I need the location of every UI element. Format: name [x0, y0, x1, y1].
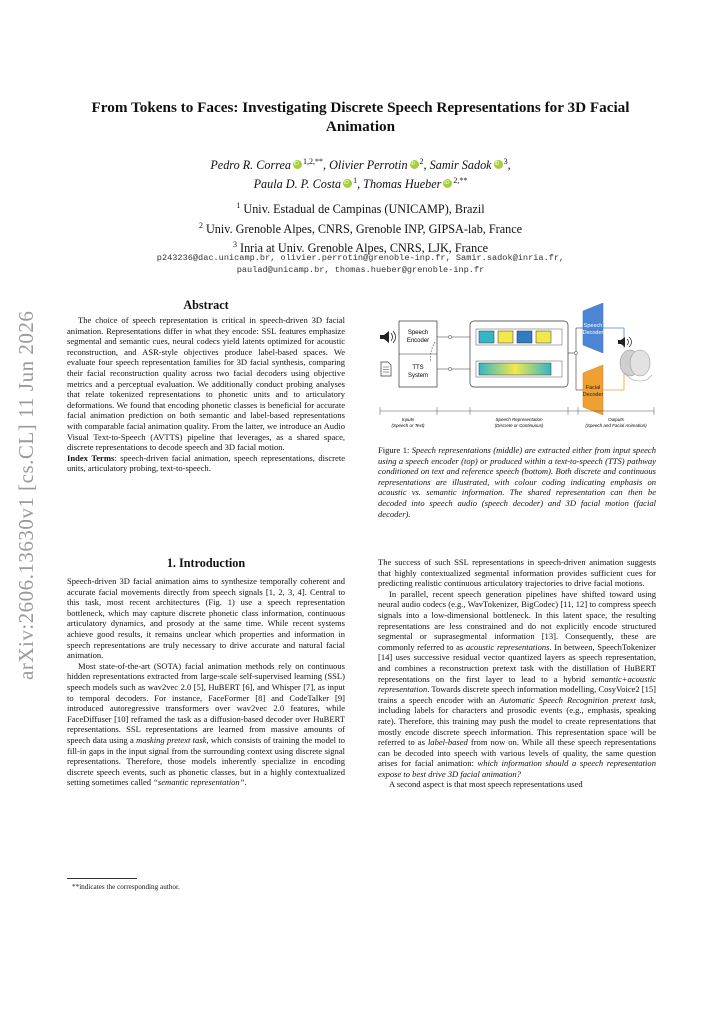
figure-caption: [378, 445, 656, 519]
intro-paragraph-2: [67, 661, 345, 788]
introduction-section: [67, 556, 345, 788]
text-span: . In between, SpeechTokenizer [14] uses successive residual vector quantized layers as speech representation, and combines a reconstruction pretext task with the distillation of HuBERT representations on the first layer to lead to a hybrid: [378, 641, 656, 684]
author-emails: [60, 252, 661, 276]
author-name[interactable]: Paula D. P. Costa: [253, 177, 342, 191]
affiliation-line: [60, 218, 661, 238]
affiliations: [60, 198, 661, 257]
caption-text: Speech representations (middle) are extracted either from input speech using a speech encoder (top) or produced within a text-to-speech (TTS) pathway conditioned on text and reference speech (bottom). Both discrete and continuous representations are illustrated, with colour coding indicating emphasis on acoustic vs. semantic information. The shared representation can then be decoded into speech audio (speech decoder) and 3D facial motion (facial decoder).: [378, 445, 656, 519]
emphasis-span: acoustic representations: [465, 641, 550, 652]
author-affil-sup: 1,2,**: [303, 157, 324, 166]
axis-outputs-label: Outputs: [608, 417, 624, 422]
affil-sup: 3: [232, 240, 237, 249]
emphasis-span: Automatic Speech Recognition pretext task: [499, 694, 654, 705]
caption-label: Figure 1:: [378, 445, 412, 455]
author-line-1: [60, 154, 661, 173]
axis-repr-sub: (Discrete or Continuous): [494, 423, 544, 428]
body-paragraph-3: A second aspect is that most speech representations used: [389, 779, 583, 790]
author-separator: ,: [423, 158, 430, 172]
emphasis-span: “semantic representation”: [153, 777, 245, 788]
index-terms: [67, 453, 345, 474]
pipeline-diagram: [378, 293, 656, 433]
continuous-representation: [479, 363, 551, 375]
text-span: Most state-of-the-art (SOTA) facial animation methods rely on continuous hidden representations extracted from large-scale self-supervised learning (SSL) speech models such as wav2vec 2.0 [5], HuBERT [6], and Whisper [7], as input to temporal decoders. For instance, FaceFormer [8] and CodeTalker [9] introduced autoregressive transformers over wav2vec 2.0 features, while FaceDiffuser [10] reframed the task as a diffusion-based decoder over HuBERT representations. SSL representations are learned from massive amounts of speech data using a: [67, 660, 345, 745]
text-span: . Towards discrete speech information modelling, CosyVoice2 [15] trains a speech encoder with an: [378, 684, 656, 705]
orcid-icon[interactable]: [343, 179, 352, 188]
author-affil-sup: 3: [503, 157, 508, 166]
speech-decoder-label-2: Decoder: [582, 330, 604, 336]
axis-repr-label: Speech Representation: [495, 417, 543, 422]
right-column-body: [378, 557, 656, 790]
facial-decoder-label-2: Decoder: [582, 392, 604, 398]
affil-sup: 1: [236, 201, 241, 210]
affil-text: Univ. Grenoble Alpes, CNRS, Grenoble INP, GIPSA-lab, France: [206, 221, 523, 236]
footnote: **indicates the corresponding author.: [72, 883, 180, 891]
affil-sup: 2: [198, 220, 203, 230]
text-span: from now on. While all these speech representations can be decoded into speech with various levels of quality, the same question arises for facial animation:: [378, 737, 656, 769]
orcid-icon[interactable]: [410, 160, 419, 169]
speech-encoder-label-2: Encoder: [406, 338, 430, 344]
document-icon: [381, 362, 391, 376]
emphasis-span: masking pretext task: [136, 734, 207, 745]
author-name[interactable]: Pedro R. Correa: [210, 158, 292, 172]
author-list: [60, 154, 661, 192]
text-span: In parallel, recent speech generation pipelines have shifted toward using neural audio codecs (e.g., WavTokenizer, BigCodec) [11, 12] to compress speech signals into a low-dimensional bottleneck. In this latent space, the resulting representations are less constrained and do not explicitly encode structured segmental or suprasegmental information [13]. Consequently, these are commonly referred to as: [378, 588, 656, 652]
speech-decoder-label-1: Speech: [583, 323, 603, 329]
token-block: [498, 331, 513, 343]
paper-title: From Tokens to Faces: Investigating Discrete Speech Representations for 3D Facial Animation: [91, 99, 630, 135]
author-name[interactable]: Samir Sadok: [429, 158, 492, 172]
affil-text: Inria at Univ. Grenoble Alpes, CNRS, LJK, France: [240, 241, 489, 255]
token-block: [536, 331, 551, 343]
orcid-icon[interactable]: [494, 160, 503, 169]
speaker-icon: [380, 331, 396, 343]
orcid-icon[interactable]: [293, 160, 302, 169]
orcid-icon[interactable]: [443, 179, 452, 188]
body-paragraph-1: The success of such SSL representations in speech-driven animation suggests that highly contextualized segmental information provides sufficient cues for predicting realistic continuous articulatory trajectories to drive facial motions.: [378, 557, 656, 589]
text-span: , which consists of training the model to fill-in gaps in the input signal from the surrounding context using discrete signal representations. Therefore, those models inherently specialize in encoding discrete speech events, such as phonetic classes, but in a highly contextualized setting sometimes called: [67, 734, 345, 788]
face-icon: [620, 350, 652, 381]
footnote-rule: [67, 878, 137, 879]
axis-inputs-sub: (Speech or Text): [391, 423, 425, 428]
email-line[interactable]: paulad@unicamp.br, thomas.hueber@grenoble-inp.fr: [236, 265, 485, 275]
text-span: , including labels for characters and prosodic events (e.g., emphasis, speaking rate). Therefore, this training may push the model to create representations that mostly encode discrete speech information. This representation space will be referred to as: [378, 694, 657, 748]
tts-label-1: TTS: [412, 365, 424, 371]
text-span: .: [244, 777, 247, 788]
intro-paragraph-1: Speech-driven 3D facial animation aims to synthesize temporally coherent and accurate facial movements directly from speech signals [1, 2, 3, 4]. Central to this task, most recent architectures (Fig. 1) use a speech representation bottleneck, which may capture discrete phonetic class information, continuous articulatory dynamics, and prosody at the same time. While recent systems achieve good results, it remains unclear which properties and information in speech representations are truly necessary to drive accurate and natural facial animation.: [67, 576, 345, 661]
axis-outputs-sub: (Speech and Facial Animation): [585, 423, 647, 428]
token-block: [479, 331, 494, 343]
body-paragraph-2: [378, 589, 656, 780]
author-separator: ,: [507, 158, 511, 172]
author-affil-sup: 2,**: [453, 176, 468, 185]
speech-encoder-label-1: Speech: [407, 330, 429, 336]
index-terms-label: Index Terms: [67, 452, 115, 463]
facial-decoder-label-1: Facial: [585, 385, 601, 391]
index-terms-text: : speech-driven facial animation, speech representations, discrete units, articulatory probing, text-to-speech.: [67, 452, 345, 474]
email-line[interactable]: p243236@dac.unicamp.br, olivier.perrotin@grenoble-inp.fr, Samir.sadok@inria.fr,: [156, 253, 565, 263]
author-name[interactable]: Thomas Hueber: [363, 177, 442, 191]
affil-text: Univ. Estadual de Campinas (UNICAMP), Brazil: [243, 202, 485, 216]
abstract-section: [67, 298, 345, 474]
arxiv-identifier: arXiv:2606.13630v1 [cs.CL] 11 Jun 2026: [14, 310, 38, 680]
author-name[interactable]: Olivier Perrotin: [329, 158, 408, 172]
emphasis-span: which information should a speech representation expose to best drive 3D facial animation?: [378, 758, 656, 779]
speaker-output-icon: [618, 337, 632, 347]
figure-1: [378, 293, 656, 433]
axis-inputs-label: Inputs: [401, 417, 415, 422]
author-affil-sup: 2: [419, 157, 424, 166]
intro-heading: 1. Introduction: [166, 556, 246, 570]
abstract-body: The choice of speech representation is critical in speech-driven 3D facial animation. Representations differ in what they encode: SSL features emphasize segmental and semantic cues, neural codecs yield latents optimized for acoustic reconstruction, and ASR-style objectives produce label-based spaces. We evaluate four speech representation families for 3D facial synthesis, comparing their facial reconstruction quality across two facial decoders using objective metrics and a perceptual evaluation. We additionally conduct probing analyses that relate tokenized representations to phonetic units and to articulatory deformations. We found that encoding phonetic classes is beneficial for accurate facial animation prediction on both semantic and label-based representations with comparable facial animation quality. From the latter, we introduce an Audio Visual Text-to-Speech (AVTTS) pipeline that leverages, as a shared space, discrete representations to decode speech and 3D facial motion.: [67, 315, 345, 453]
author-separator: ,: [357, 177, 364, 191]
author-affil-sup: 1: [353, 176, 358, 185]
tts-label-2: System: [407, 373, 429, 379]
emphasis-span: label-based: [427, 737, 468, 748]
affiliation-line: [60, 198, 661, 218]
emphasis-span: semantic+acoustic representation: [378, 673, 656, 695]
author-separator: ,: [323, 158, 330, 172]
author-line-2: [60, 173, 661, 192]
abstract-heading: Abstract: [183, 298, 229, 312]
token-block: [517, 331, 532, 343]
